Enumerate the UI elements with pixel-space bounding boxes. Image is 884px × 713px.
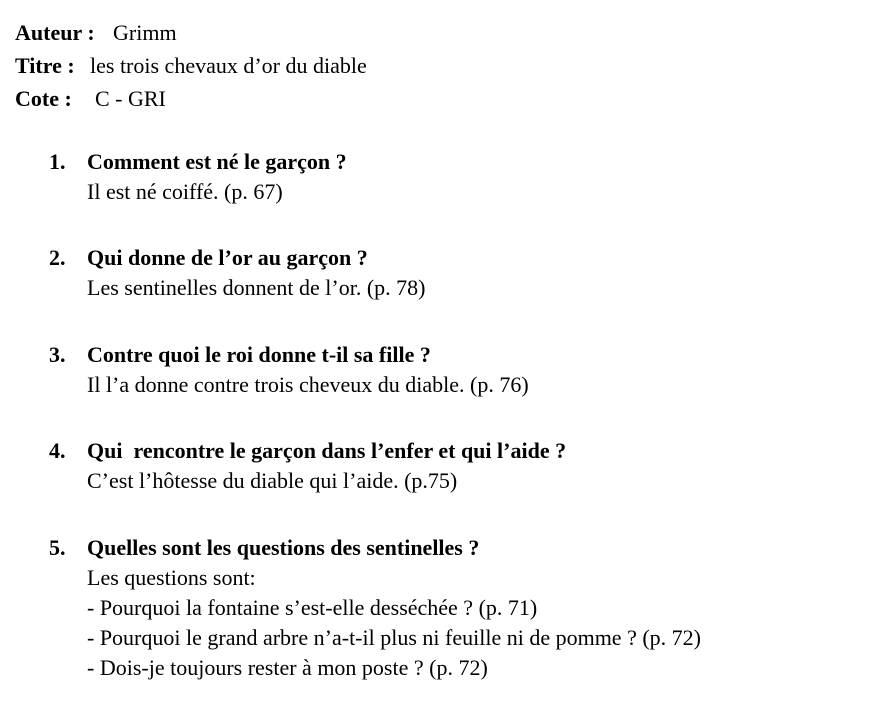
question-item-3	[49, 340, 529, 400]
answer-line: Les questions sont:	[87, 565, 256, 590]
answer-line: - Pourquoi le grand arbre n’a-t-il plus ni feuille ni de pomme ? (p. 72)	[87, 625, 701, 650]
answer-line: Il l’a donne contre trois cheveux du diable. (p. 76)	[87, 372, 529, 397]
cote-label: Cote :	[15, 86, 72, 111]
answer-line: C’est l’hôtesse du diable qui l’aide. (p.75)	[87, 468, 458, 493]
title-label: Titre :	[15, 53, 75, 78]
question-number: 2.	[49, 245, 66, 270]
question-item-4	[49, 436, 567, 496]
answer-line: Il est né coiffé. (p. 67)	[87, 179, 283, 204]
cote-value: C - GRI	[95, 86, 166, 111]
question-number: 1.	[49, 149, 66, 174]
question-text: Comment est né le garçon ?	[87, 149, 347, 174]
author-label: Auteur :	[15, 20, 95, 45]
cote-line	[15, 86, 166, 112]
question-number: 5.	[49, 535, 66, 560]
question-text: Quelles sont les questions des sentinelles ?	[87, 535, 480, 560]
question-text: Qui rencontre le garçon dans l’enfer et qui l’aide ?	[87, 438, 567, 463]
author-line	[15, 20, 177, 46]
answer-line: - Pourquoi la fontaine s’est-elle desséchée ? (p. 71)	[87, 595, 538, 620]
author-value: Grimm	[113, 20, 177, 45]
question-item-2	[49, 243, 426, 303]
title-line	[15, 53, 367, 79]
question-text: Contre quoi le roi donne t-il sa fille ?	[87, 342, 431, 367]
question-text: Qui donne de l’or au garçon ?	[87, 245, 368, 270]
title-value: les trois chevaux d’or du diable	[90, 53, 367, 78]
question-item-5	[49, 533, 701, 683]
question-number: 3.	[49, 342, 66, 367]
answer-line: - Dois-je toujours rester à mon poste ? (p. 72)	[87, 655, 488, 680]
question-number: 4.	[49, 438, 66, 463]
answer-line: Les sentinelles donnent de l’or. (p. 78)	[87, 275, 426, 300]
question-item-1	[49, 147, 347, 207]
